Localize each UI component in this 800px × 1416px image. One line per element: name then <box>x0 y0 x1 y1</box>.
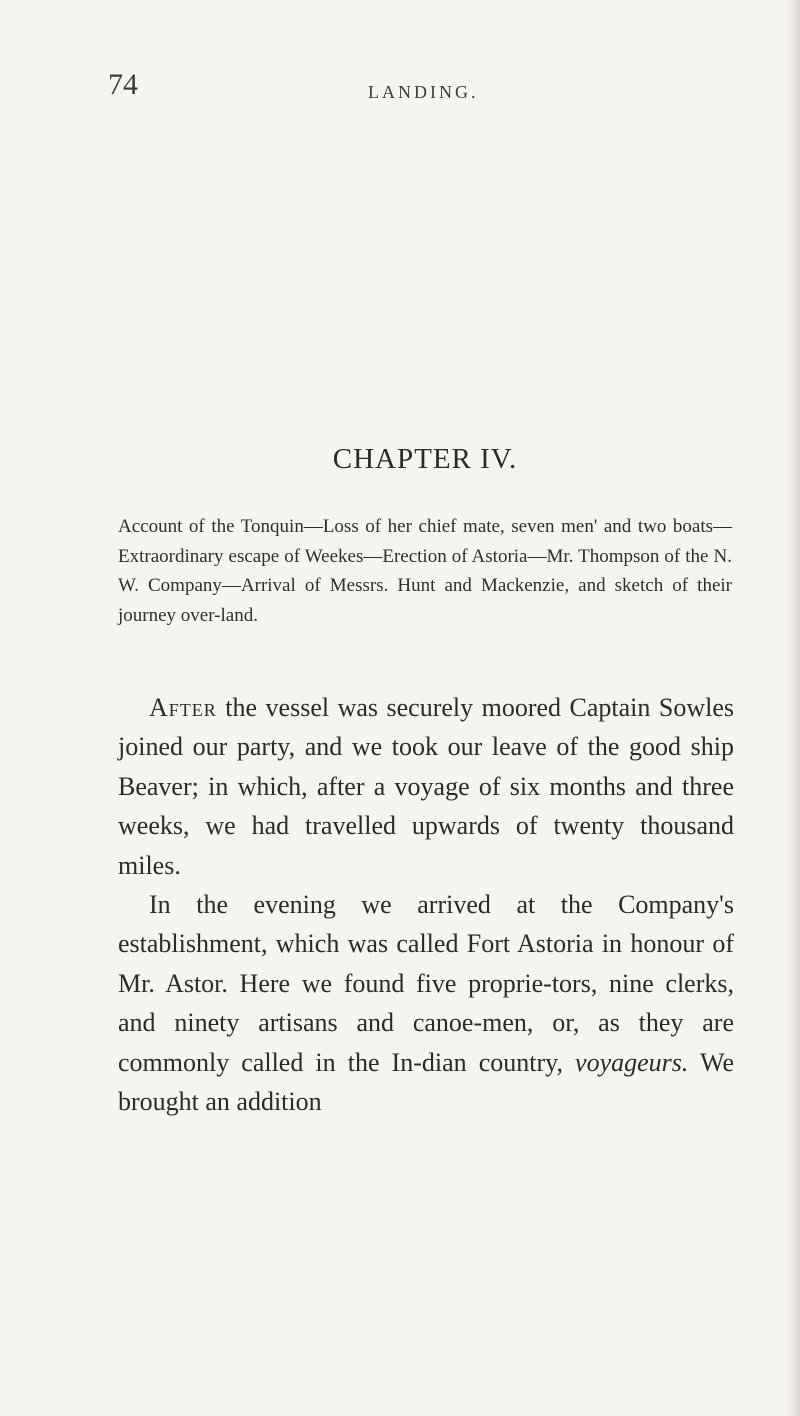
paragraph-2-text-after: We brought an addition <box>118 1047 734 1117</box>
page-number: 74 <box>108 68 138 101</box>
paragraph-1 <box>118 688 734 885</box>
paragraph-2-text-before: In the evening we arrived at the Company's establishment, which was called Fort Astoria in honour of Mr. Astor. Here we found five proprie-tors, nine clerks, and ninety artisans and canoe-men, or, as they are commonly called in the In-dian country, <box>118 890 734 1077</box>
paragraph-lead-word: After <box>149 693 217 722</box>
page-edge-shadow <box>786 0 800 1416</box>
body-text <box>118 688 734 1121</box>
running-head: LANDING. <box>368 82 479 102</box>
paragraph-2 <box>118 885 734 1121</box>
paragraph-2-italic: voyageurs. <box>575 1047 689 1077</box>
paragraph-1-text: the vessel was securely moored Captain Sowles joined our party, and we took our leave of the good ship Beaver; in which, after a voyage of six months and three weeks, we had travelled upwards of twenty thousand miles. <box>118 693 734 880</box>
chapter-summary: Account of the Tonquin—Loss of her chief mate, seven men' and two boats—Extraordinary escape of Weekes—Erection of Astoria—Mr. Thompson of the N. W. Company—Arrival of Messrs. Hunt and Mackenzie, and sketch of their journey over-land. <box>118 516 732 626</box>
chapter-title: CHAPTER IV. <box>332 443 518 475</box>
